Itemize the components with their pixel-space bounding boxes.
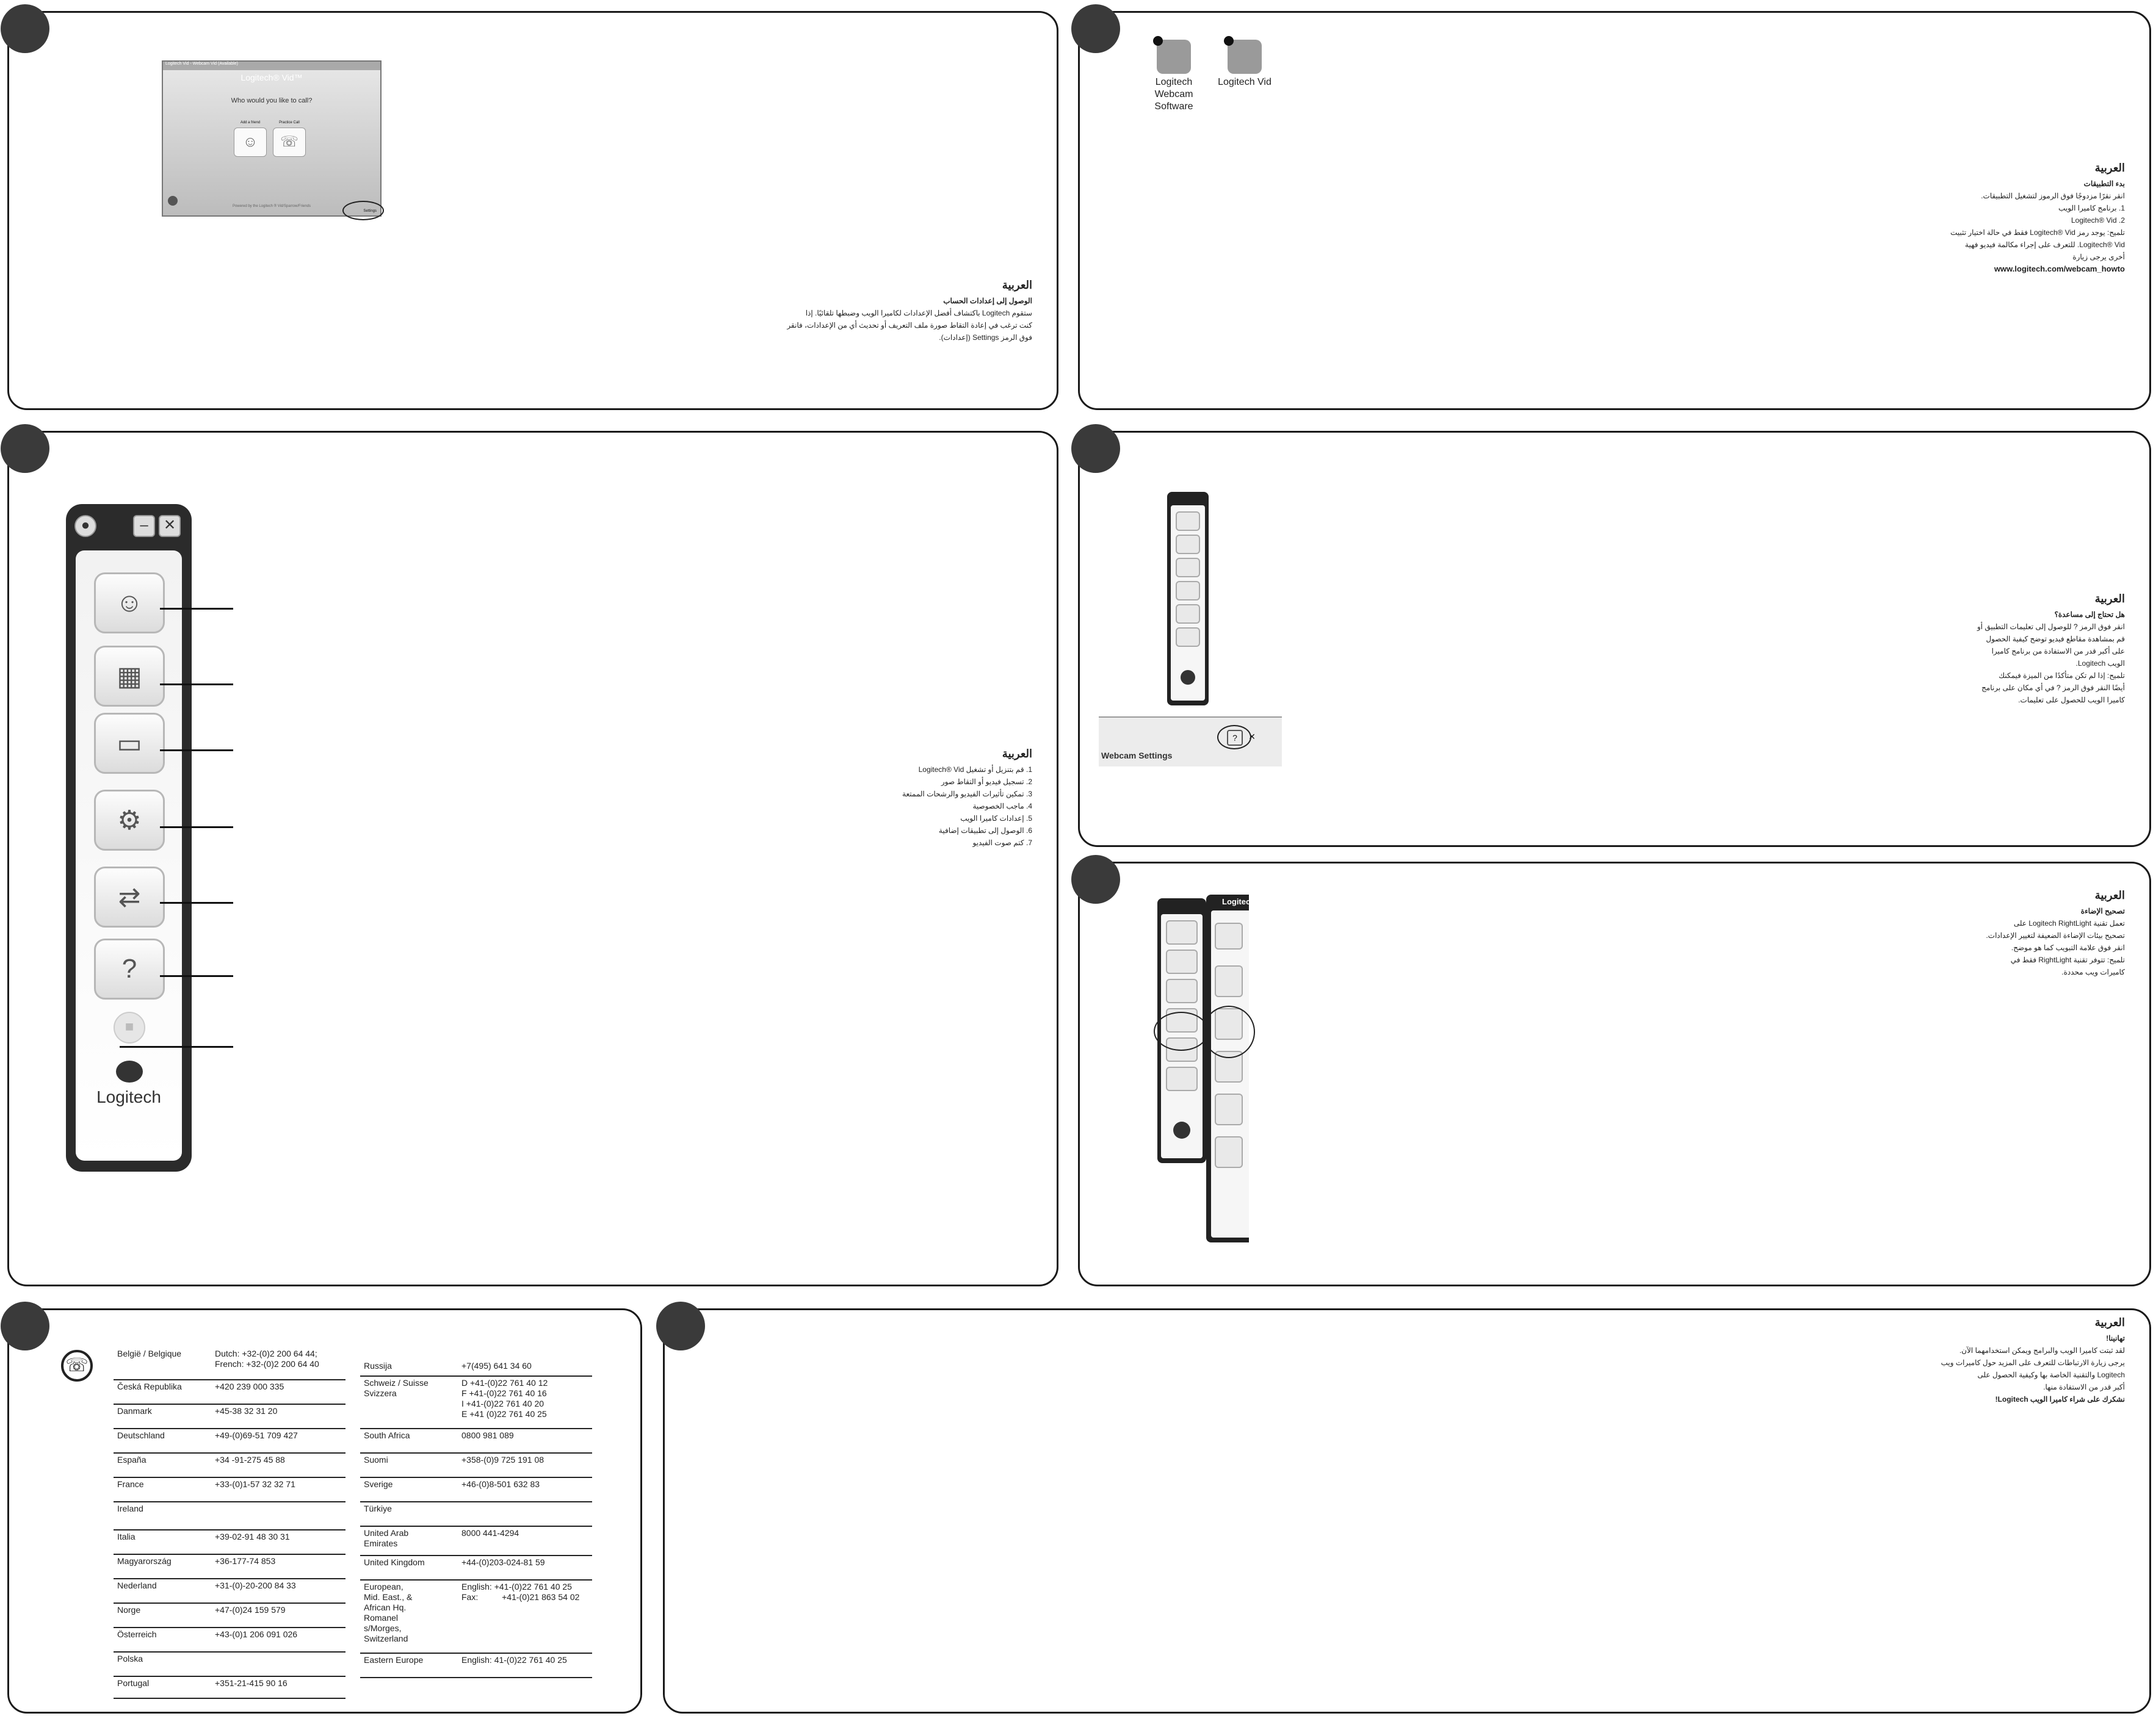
- text-line: على أكبر قدر من الاستفادة من برنامج كاميرا: [1991, 647, 2125, 655]
- table-row: [114, 1452, 345, 1478]
- table-row: [360, 1428, 592, 1454]
- table-row: [114, 1404, 345, 1429]
- table-row: [360, 1526, 592, 1556]
- table-row: [360, 1452, 592, 1478]
- country-cell: Türkiye: [364, 1504, 392, 1513]
- country-cell: Norge: [117, 1605, 141, 1615]
- section-subheading: الوصول إلى إعدادات الحساب: [943, 297, 1032, 305]
- video-mute-icon: ■: [125, 1018, 134, 1035]
- icon-label: Logitech Vid: [1218, 77, 1272, 87]
- text-line: تلميح: إذا لم تكن متأكدًا من الميزة فيمكنك: [1999, 671, 2125, 680]
- panel-7: [663, 1308, 2151, 1714]
- step-badge: [1071, 4, 1120, 53]
- person-wave-icon: ☺: [115, 588, 143, 618]
- apps-button[interactable]: [1176, 604, 1200, 624]
- logitech-logo-icon: [168, 196, 178, 206]
- webcam-toolbar-small: [1167, 492, 1209, 705]
- callout-line-2: [160, 683, 233, 685]
- step-badge: [1, 424, 49, 473]
- table-row: [114, 1651, 345, 1677]
- panel-4: [1078, 431, 2151, 847]
- vid-launch-button[interactable]: [94, 572, 165, 633]
- country-cell: België / Belgique: [117, 1349, 182, 1358]
- table-row: [114, 1346, 345, 1380]
- text-line: أخرى يرجى زيارة: [2072, 253, 2125, 261]
- country-cell: France: [117, 1479, 144, 1489]
- settings-highlight-circle: [342, 201, 384, 220]
- country-cell: España: [117, 1455, 147, 1465]
- text-line: تلميح: يوجد رمز Logitech® Vid فقط في حالة اختيار تثبيت: [1950, 228, 2125, 237]
- settings-highlight-circle: [1154, 1012, 1209, 1051]
- table-row: [360, 1477, 592, 1502]
- effects-button[interactable]: [1166, 979, 1198, 1003]
- capture-button[interactable]: [94, 646, 165, 707]
- desktop-icon-vid[interactable]: [1208, 40, 1281, 88]
- phone-number-cell: +31-(0)-20-200 84 33: [215, 1581, 296, 1590]
- tab-tools[interactable]: [1215, 965, 1243, 997]
- country-cell: European, Mid. East., & African Hq. Romanel s/Morges, Switzerland: [364, 1582, 413, 1643]
- settings-button[interactable]: [1176, 581, 1200, 600]
- phone-icon: ☏: [280, 134, 298, 150]
- toolbar-body: [76, 550, 182, 1161]
- howto-link[interactable]: www.logitech.com/webcam_howto: [1994, 264, 2125, 273]
- step-badge: [656, 1302, 705, 1350]
- callout-line-5: [160, 902, 233, 904]
- country-cell: Italia: [117, 1532, 136, 1541]
- section-heading: العربية: [2094, 593, 2125, 605]
- text-line: تصحيح بيئات الإضاءة الضعيفة لتغيير الإعدادات.: [1986, 931, 2125, 940]
- settings-button[interactable]: [94, 790, 165, 851]
- text-line: انقر فوق علامة التبويب كما هو موضح.: [2011, 943, 2125, 952]
- country-cell: Eastern Europe: [364, 1655, 424, 1665]
- text-line: كاميرات ويب محددة.: [2061, 968, 2125, 976]
- phone-number-cell: English: +41-(0)22 761 40 25 Fax: +41-(0)21 863 54 02: [461, 1582, 580, 1602]
- country-cell: Sverige: [364, 1479, 393, 1489]
- phone-number-cell: +351-21-415 90 16: [215, 1678, 288, 1688]
- settings-tabs: [1211, 910, 1249, 1238]
- text-line: تلميح: تتوفر تقنية RightLight فقط في: [2010, 956, 2125, 964]
- phone-number-cell: D +41-(0)22 761 40 12 F +41-(0)22 761 40 16 I +41-(0)22 761 40 20 E +41 (0)22 761 40 25: [461, 1378, 548, 1419]
- text-line: أيضًا النقر فوق الرمز ? في أي مكان على برنامج: [1981, 683, 2125, 692]
- callout-line-6: [160, 975, 233, 977]
- list-item: 2. تسجيل فيديو أو التقاط صور: [941, 777, 1032, 786]
- table-row: [114, 1428, 345, 1454]
- country-cell: Suomi: [364, 1455, 388, 1465]
- country-cell: Portugal: [117, 1678, 150, 1688]
- vid-question: Who would you like to call?: [231, 97, 313, 104]
- country-cell: Ireland: [117, 1504, 143, 1513]
- phone-number-cell: +44-(0)203-024-81 59: [461, 1557, 545, 1567]
- phone-number-cell: +33-(0)1-57 32 32 71: [215, 1479, 295, 1489]
- text-line: يرجى زيارة الارتباطات للتعرف على المزيد حول كاميرات ويب: [1941, 1358, 2125, 1367]
- text-line: 2. Logitech® Vid: [2071, 216, 2125, 225]
- phone-number-cell: +39-02-91 48 30 31: [215, 1532, 290, 1541]
- list-item: 7. كتم صوت الفيديو: [972, 838, 1032, 847]
- section-subheading: هل تحتاج إلى مساعدة؟: [2054, 610, 2125, 619]
- logitech-logo-icon: [116, 1061, 143, 1083]
- vid-logo: Logitech® Vid™: [241, 73, 303, 82]
- table-row: [360, 1555, 592, 1581]
- country-cell: Polska: [117, 1654, 143, 1664]
- table-row: [360, 1358, 592, 1377]
- table-row: [360, 1375, 592, 1429]
- arabic-block: [1856, 889, 2125, 978]
- video-mute-button[interactable]: [114, 1012, 145, 1044]
- country-cell: United Arab Emirates: [364, 1528, 409, 1548]
- phone-number-cell: +49-(0)69-51 709 427: [215, 1430, 298, 1440]
- help-button[interactable]: [94, 939, 165, 1000]
- text-line: 1. برنامج كاميرا الويب: [2058, 204, 2125, 212]
- person-icon: ☺: [242, 134, 258, 150]
- text-line: قم بمشاهدة مقاطع فيديو توضح كيفية الحصول: [1986, 635, 2125, 643]
- text-line: كاميرا الويب للحصول على تعليمات.: [2018, 696, 2125, 704]
- phone-number-cell: 8000 441-4294: [461, 1528, 519, 1538]
- table-row: [114, 1578, 345, 1604]
- text-line: لقد ثبتت كاميرا الويب والبرامج ويمكن استخدامهما الآن.: [1959, 1346, 2125, 1355]
- practice-call-button[interactable]: [273, 121, 306, 157]
- arabic-block: [1856, 162, 2125, 275]
- settings-window-title: Logitech: [1222, 897, 1256, 906]
- list-item: 1. قم بتنزيل أو تشغيل Logitech® Vid: [918, 765, 1032, 774]
- vid-launch-button[interactable]: [1166, 920, 1198, 945]
- table-row: [114, 1477, 345, 1502]
- country-cell: Danmark: [117, 1406, 152, 1416]
- icon-label: Logitech Webcam Software: [1154, 77, 1193, 112]
- callout-line-7: [120, 1046, 233, 1048]
- apps-icon: ⇄: [118, 882, 141, 912]
- effects-button[interactable]: [94, 713, 165, 774]
- logitech-logo-text: Logitech: [96, 1087, 161, 1106]
- country-cell: Česká Republika: [117, 1382, 182, 1391]
- country-cell: Magyarország: [117, 1556, 172, 1566]
- table-row: [114, 1676, 345, 1699]
- country-cell: United Kingdom: [364, 1557, 425, 1567]
- tab-list-1[interactable]: [1215, 1094, 1243, 1125]
- country-cell: Schweiz / Suisse Svizzera: [364, 1378, 429, 1398]
- thanks-line: نشكرك على شراء كاميرا الويب Logitech!: [1995, 1395, 2125, 1404]
- phone-number-cell: +47-(0)24 159 579: [215, 1605, 286, 1615]
- capture-button[interactable]: [1166, 950, 1198, 974]
- table-row: [360, 1579, 592, 1654]
- section-subheading: تهانينا!: [2106, 1334, 2125, 1343]
- minimize-icon[interactable]: –: [133, 515, 155, 537]
- text-line: تعمل تقنية Logitech RightLight على: [2013, 919, 2125, 928]
- text-line: الويب Logitech.: [2075, 659, 2125, 668]
- list-item: 4. ماجب الخصوصية: [972, 802, 1032, 810]
- text-line: Logitech والتقنية الخاصة بها وكيفية الحصول على: [1977, 1371, 2125, 1379]
- section-subheading: تصحيح الإضاءة: [2080, 907, 2125, 915]
- list-item: 3. تمكين تأثيرات الفيديو والرشحات الممتعة: [902, 790, 1032, 798]
- table-row: [360, 1501, 592, 1527]
- arabic-block: [1844, 1316, 2125, 1405]
- step-badge: [1, 4, 49, 53]
- step-badge: [1071, 855, 1120, 904]
- tab-webcam[interactable]: [1215, 923, 1243, 950]
- list-item: 6. الوصول إلى تطبيقات إضافية: [938, 826, 1032, 835]
- vid-icon: [1228, 40, 1262, 74]
- add-friend-button[interactable]: [234, 121, 267, 157]
- phone-number-cell: +358-(0)9 725 191 08: [461, 1455, 544, 1465]
- vid-launch-button[interactable]: [1176, 511, 1200, 531]
- phone-number-cell: 0800 981 089: [461, 1430, 514, 1440]
- text-line: كنت ترغب في إعادة التقاط صورة ملف التعريف أو تحديث أي من الإعدادات، فانقر: [787, 321, 1032, 330]
- country-cell: Russija: [364, 1361, 392, 1371]
- phone-number-cell: English: 41-(0)22 761 40 25: [461, 1655, 567, 1665]
- arabic-block: [1856, 593, 2125, 706]
- help-icon[interactable]: ?: [1227, 730, 1243, 746]
- section-heading: العربية: [2094, 1316, 2125, 1328]
- country-cell: Nederland: [117, 1581, 157, 1590]
- vid-screenshot: [162, 60, 382, 217]
- webcam-toolbar-small: [1157, 898, 1206, 1163]
- step-badge: [1071, 424, 1120, 473]
- add-friend-label: Add a friend: [240, 121, 261, 124]
- section-heading: العربية: [2094, 162, 2125, 174]
- desktop-icon-webcam-software[interactable]: [1143, 40, 1204, 113]
- section-heading: العربية: [2094, 889, 2125, 901]
- country-cell: Deutschland: [117, 1430, 165, 1440]
- toolbar-body: [1171, 505, 1205, 701]
- gears-icon: ⚙: [117, 805, 142, 835]
- table-row: [360, 1653, 592, 1678]
- text-line: انقر نقرًا مزدوجًا فوق الرموز لتشغيل التطبيقات.: [1981, 192, 2125, 200]
- capture-button[interactable]: [1176, 535, 1200, 554]
- practice-call-label: Practice Call: [279, 121, 300, 124]
- panel-1: [7, 11, 1058, 410]
- settings-window: [1206, 895, 1256, 1242]
- text-line: فوق الرمز Settings (إعدادات).: [939, 333, 1032, 342]
- table-row: [114, 1602, 345, 1628]
- rightlight-highlight-circle: [1203, 1006, 1255, 1058]
- vid-powered: Powered by the Logitech ® Vid/Sparrow/Friends: [232, 204, 311, 208]
- text-line: ستقوم Logitech باكتشاف أفضل الإعدادات لكاميرا الويب وضبطها تلقائيًا. إذا: [805, 309, 1032, 317]
- webcam-software-icon: [1157, 40, 1191, 74]
- apps-button[interactable]: [94, 867, 165, 928]
- arabic-block: [727, 279, 1032, 344]
- app-menu-icon[interactable]: ●: [74, 515, 96, 537]
- panel-2: [1078, 11, 2151, 410]
- tab-list-2[interactable]: [1215, 1136, 1243, 1168]
- section-heading: العربية: [1002, 748, 1032, 760]
- vid-title-bar: Logitech Vid - Webcam Vid (Available): [163, 62, 380, 70]
- text-line: أكبر قدر من الاستفادة منها.: [2043, 1383, 2125, 1391]
- callout-line-3: [160, 749, 233, 751]
- step-badge: [1, 1302, 49, 1350]
- country-cell: South Africa: [364, 1430, 410, 1440]
- phone-number-cell: +46-(0)8-501 632 83: [461, 1479, 540, 1489]
- table-row: [114, 1529, 345, 1555]
- text-line: انقر فوق الرمز ? للوصول إلى تعليمات التطبيق أو: [1977, 622, 2125, 631]
- table-row: [114, 1501, 345, 1530]
- phone-number-cell: +45-38 32 31 20: [215, 1406, 278, 1416]
- close-icon[interactable]: ✕: [159, 515, 181, 537]
- section-subheading: بدء التطبيقات: [2083, 179, 2125, 188]
- help-highlight-circle: [1217, 725, 1251, 749]
- table-row: [114, 1554, 345, 1579]
- table-row: [114, 1627, 345, 1653]
- settings-label: Settings: [363, 209, 377, 213]
- phone-number-cell: +420 239 000 335: [215, 1382, 284, 1391]
- effects-button[interactable]: [1176, 558, 1200, 577]
- screen-effects-icon: ▭: [117, 728, 142, 759]
- webcam-settings-snippet: [1099, 716, 1282, 766]
- phone-number-cell: Dutch: +32-(0)2 200 64 44; French: +32-(0)2 200 64 40: [215, 1349, 319, 1369]
- callout-line-4: [160, 826, 233, 828]
- help-icon: ?: [121, 954, 137, 984]
- phone-number-cell: +43-(0)1 206 091 026: [215, 1629, 298, 1639]
- logitech-logo-icon: [1181, 670, 1195, 685]
- phone-number-cell: +7(495) 641 34 60: [461, 1361, 532, 1371]
- arabic-block: [715, 748, 1032, 849]
- logitech-logo-icon: [1173, 1122, 1190, 1139]
- webcam-toolbar-large: [66, 504, 192, 1172]
- list-item: 5. إعدادات كاميرا الويب: [960, 814, 1032, 823]
- phone-number-cell: +34 -91-275 45 88: [215, 1455, 285, 1465]
- section-heading: العربية: [1002, 279, 1032, 291]
- callout-line-1: [160, 608, 233, 610]
- help-button[interactable]: [1176, 627, 1200, 647]
- table-row: [114, 1379, 345, 1405]
- phone-icon: ☏: [61, 1350, 93, 1382]
- webcam-settings-title: Webcam Settings: [1101, 751, 1173, 760]
- help-button[interactable]: [1166, 1067, 1198, 1091]
- film-photo-icon: ▦: [117, 661, 142, 691]
- phone-number-cell: +36-177-74 853: [215, 1556, 276, 1566]
- close-icon[interactable]: ✕: [1248, 732, 1256, 741]
- country-cell: Österreich: [117, 1629, 157, 1639]
- text-line: Logitech® Vid. للتعرف على إجراء مكالمة فيديو فهية: [1965, 240, 2125, 249]
